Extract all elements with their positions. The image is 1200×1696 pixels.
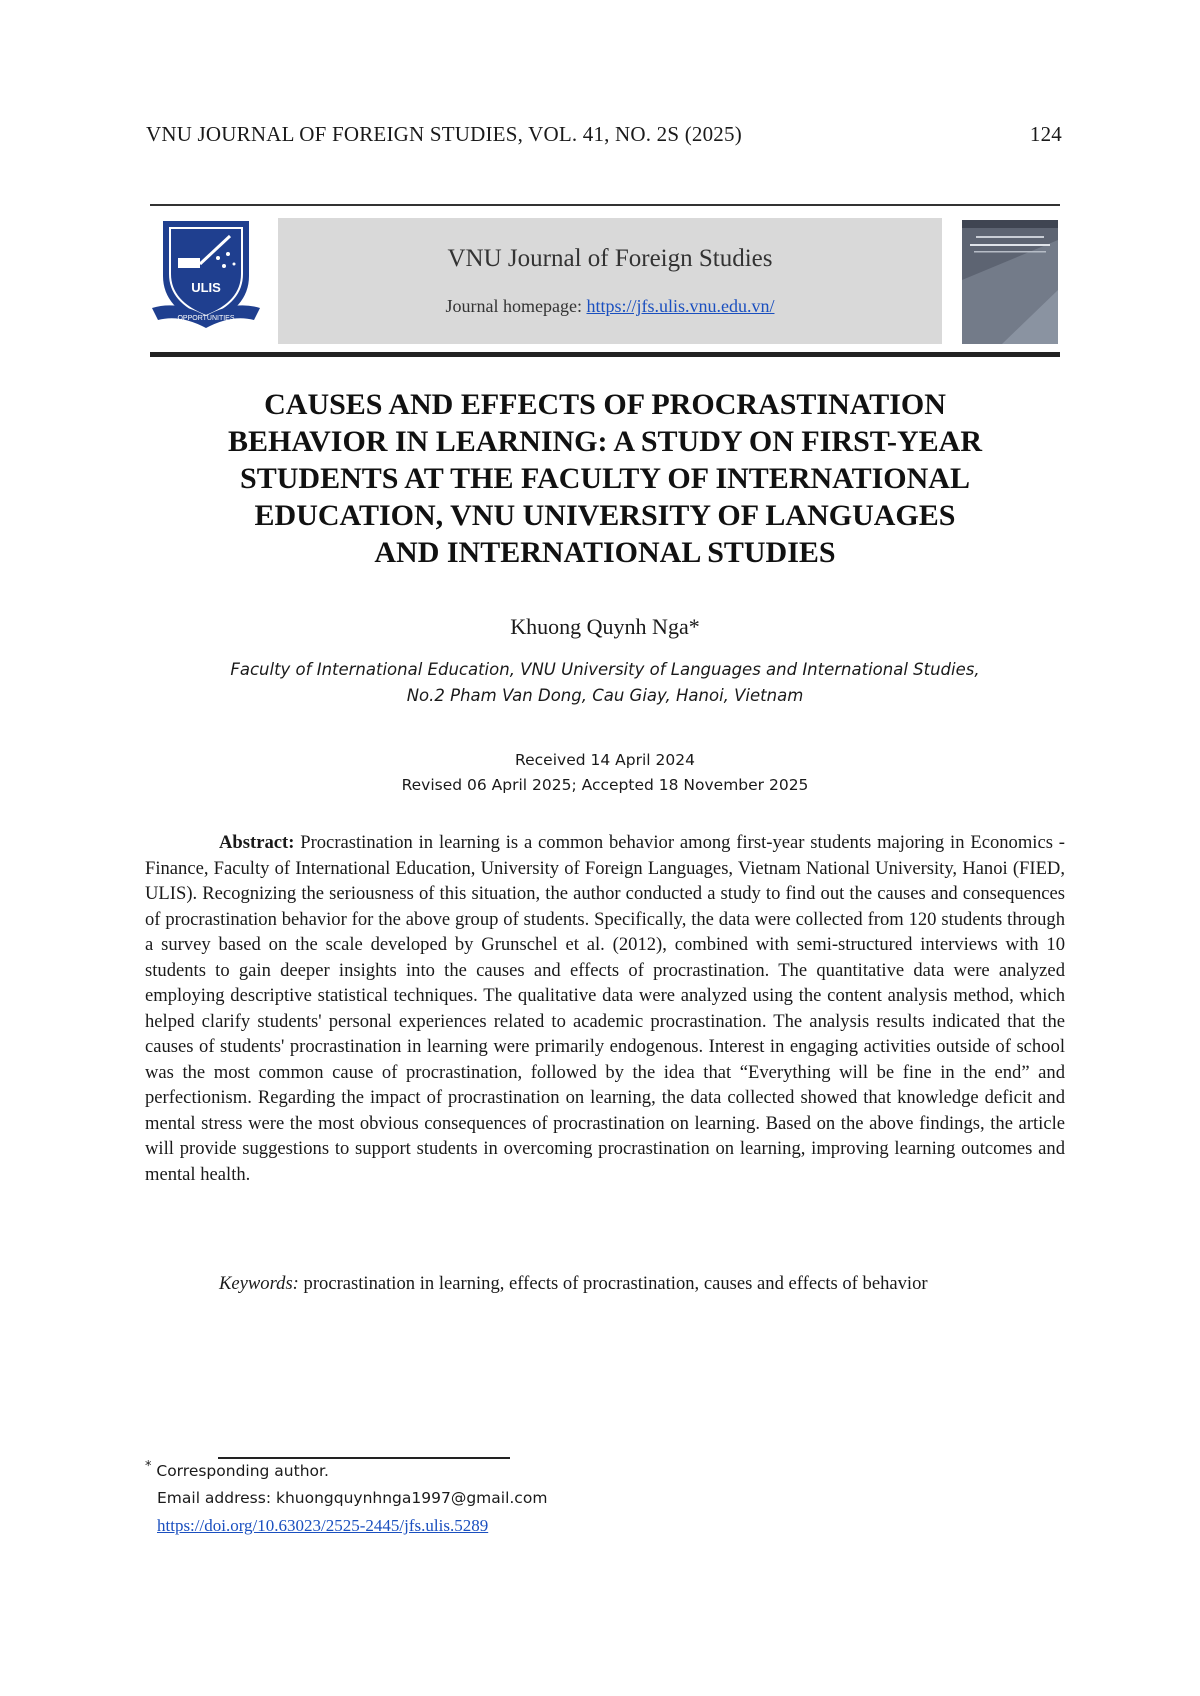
affiliation-line: Faculty of International Education, VNU University of Languages and International Studies, [230, 660, 980, 679]
running-head [146, 122, 1062, 147]
affiliation-line: No.2 Pham Van Dong, Cau Giay, Hanoi, Vietnam [406, 686, 804, 705]
revised-accepted-date: Revised 06 April 2025; Accepted 18 November 2025 [401, 776, 809, 794]
logo-text: ULIS [191, 280, 221, 295]
header-rule-bottom [150, 352, 1060, 357]
keywords [145, 1271, 1065, 1296]
journal-cover-image [962, 220, 1058, 344]
received-date: Received 14 April 2024 [515, 751, 695, 769]
header-rule-top [150, 204, 1060, 206]
journal-homepage [278, 296, 942, 317]
corresponding-author-note [145, 1453, 547, 1485]
journal-running-title: VNU JOURNAL OF FOREIGN STUDIES, VOL. 41, NO. 2S (2025) [146, 122, 742, 146]
title-line: BEHAVIOR IN LEARNING: A STUDY ON FIRST-YEAR [227, 425, 983, 458]
title-line: AND INTERNATIONAL STUDIES [374, 536, 836, 569]
logo-ribbon-text: OPPORTUNITIES [177, 315, 235, 322]
footnote [145, 1453, 547, 1540]
ulis-logo [148, 216, 264, 334]
journal-name: VNU Journal of Foreign Studies [447, 245, 773, 272]
abstract [145, 830, 1065, 1187]
title-line: EDUCATION, VNU UNIVERSITY OF LANGUAGES [254, 499, 956, 532]
homepage-link[interactable]: https://jfs.ulis.vnu.edu.vn/ [586, 296, 775, 316]
article-dates [150, 748, 1060, 798]
footnote-marker: * [145, 1459, 152, 1474]
corresponding-label: Corresponding author. [151, 1462, 329, 1481]
title-line: CAUSES AND EFFECTS OF PROCRASTINATION [264, 388, 946, 421]
journal-banner [278, 218, 942, 344]
author-affiliation [150, 657, 1060, 709]
page-number: 124 [1029, 122, 1062, 146]
keywords-text: procrastination in learning, effects of procrastination, causes and effects of behavior [298, 1273, 928, 1294]
email-address: Email address: khuongquynhnga1997@gmail.com [157, 1489, 548, 1508]
abstract-label: Abstract: [219, 832, 295, 853]
keywords-label: Keywords: [219, 1273, 299, 1294]
doi-link[interactable]: https://doi.org/10.63023/2525-2445/jfs.ulis.5289 [157, 1516, 489, 1536]
abstract-text: Procrastination in learning is a common behavior among first-year students majoring in Economics - Finance, Faculty of International Education, University of Foreign Languages, Vietnam National University, Hanoi (FIED, ULIS). Recognizing the seriousness of this situation, the author conducted a study to find out the causes and consequences of procrastination behavior for the above group of students. Specifically, the data were collected from 120 students through a survey based on the scale developed by Grunschel et al. (2012), combined with semi-structured interviews with 10 students to gain deeper insights into the causes and effects of procrastination. The quantitative data were analyzed employing descriptive statistical techniques. The qualitative data were analyzed using the content analysis method, which helped clarify students' personal experiences related to academic procrastination. The analysis results indicated that the causes of students' procrastination in learning were primarily endogenous. Interest in engaging activities outside of school was the most common cause of procrastination, followed by the idea that “Everything will be fine in the end” and perfectionism. Regarding the impact of procrastination on learning, the data collected showed that knowledge deficit and mental stress were the most obvious consequences of procrastination on learning. Based on the above findings, the article will provide suggestions to support students in overcoming procrastination on learning, improving learning outcomes and mental health. [145, 832, 1065, 1185]
author-name: Khuong Quynh Nga* [510, 614, 700, 639]
article-title [150, 386, 1060, 571]
homepage-label: Journal homepage: [445, 296, 587, 316]
title-line: STUDENTS AT THE FACULTY OF INTERNATIONAL [240, 462, 970, 495]
